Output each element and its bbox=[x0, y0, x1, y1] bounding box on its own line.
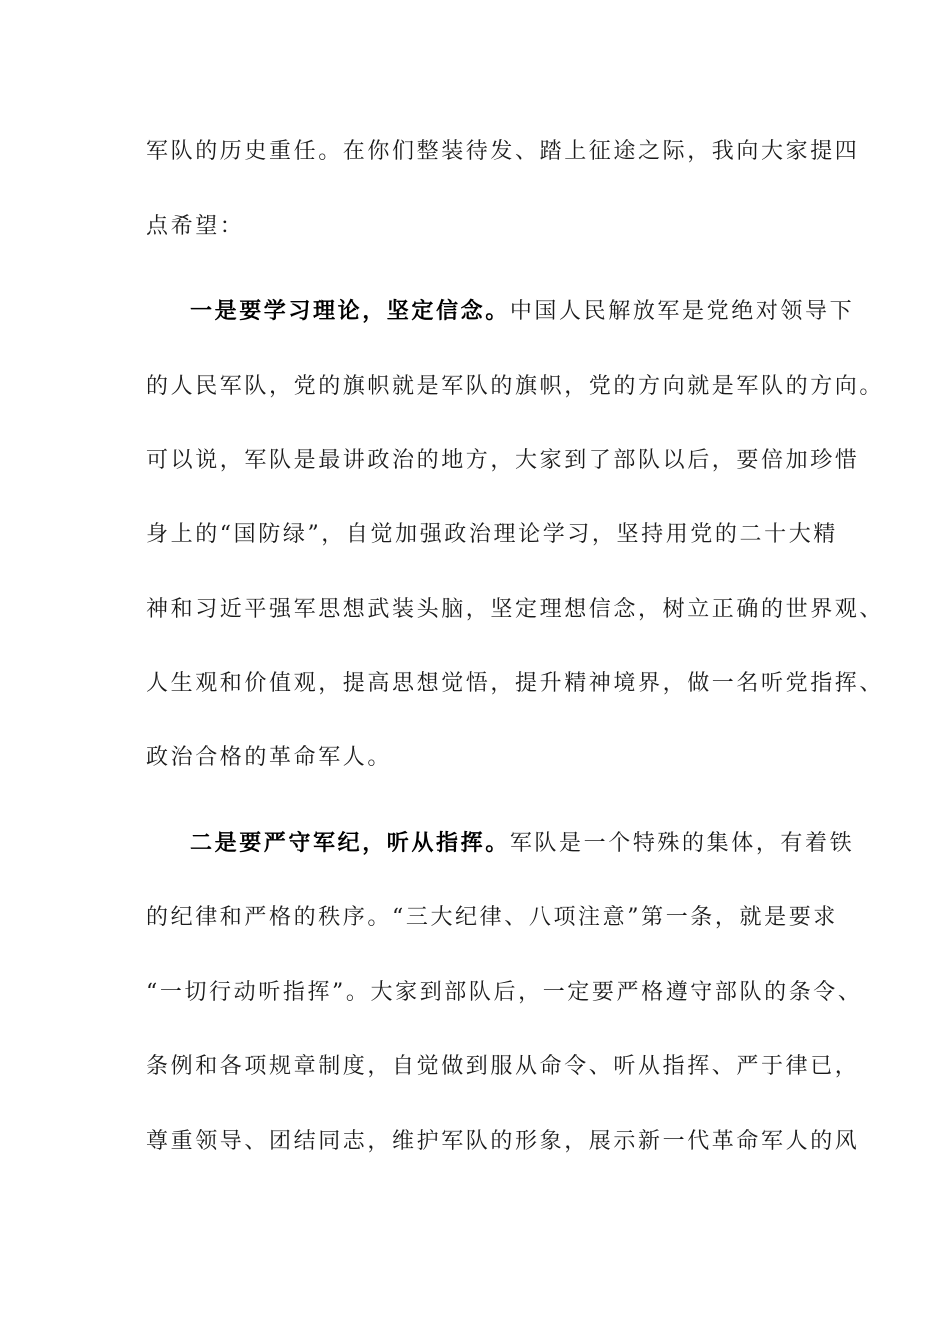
point1-line-2: 的人民军队，党的旗帜就是军队的旗帜，党的方向就是军队的方向。 bbox=[146, 374, 885, 399]
point1-line-4: 身上的“国防绿”，自觉加强政治理论学习，坚持用党的二十大精 bbox=[146, 522, 838, 547]
point2-line-2: 的纪律和严格的秩序。“三大纪律、八项注意”第一条，就是要求 bbox=[146, 905, 838, 930]
point1-line-5: 神和习近平强军思想武装头脑，坚定理想信念，树立正确的世界观、 bbox=[146, 597, 885, 622]
point2-first-line bbox=[190, 829, 854, 859]
intro-line-1: 军队的历史重任。在你们整装待发、踏上征途之际，我向大家提四 bbox=[146, 139, 860, 164]
point1-line-1-rest: 中国人民解放军是党绝对领导下 bbox=[509, 299, 855, 324]
point2-heading: 二是要严守军纪，听从指挥。 bbox=[190, 831, 510, 856]
point1-heading: 一是要学习理论，坚定信念。 bbox=[190, 299, 510, 324]
point2-line-4: 条例和各项规章制度，自觉做到服从命令、听从指挥、严于律已， bbox=[146, 1054, 860, 1079]
intro-line-2: 点希望： bbox=[146, 214, 245, 239]
point1-first-line bbox=[190, 297, 854, 327]
point2-line-5: 尊重领导、团结同志，维护军队的形象，展示新一代革命军人的风 bbox=[146, 1129, 860, 1154]
point2-line-3: “一切行动听指挥”。大家到部队后，一定要严格遵守部队的条令、 bbox=[146, 980, 863, 1005]
point2-line-1-rest: 军队是一个特殊的集体，有着铁 bbox=[509, 831, 855, 856]
point1-line-3: 可以说，军队是最讲政治的地方，大家到了部队以后，要倍加珍惜 bbox=[146, 448, 860, 473]
point1-line-6: 人生观和价值观，提高思想觉悟，提升精神境界，做一名听党指挥、 bbox=[146, 671, 885, 696]
point1-line-7: 政治合格的革命军人。 bbox=[146, 745, 393, 770]
